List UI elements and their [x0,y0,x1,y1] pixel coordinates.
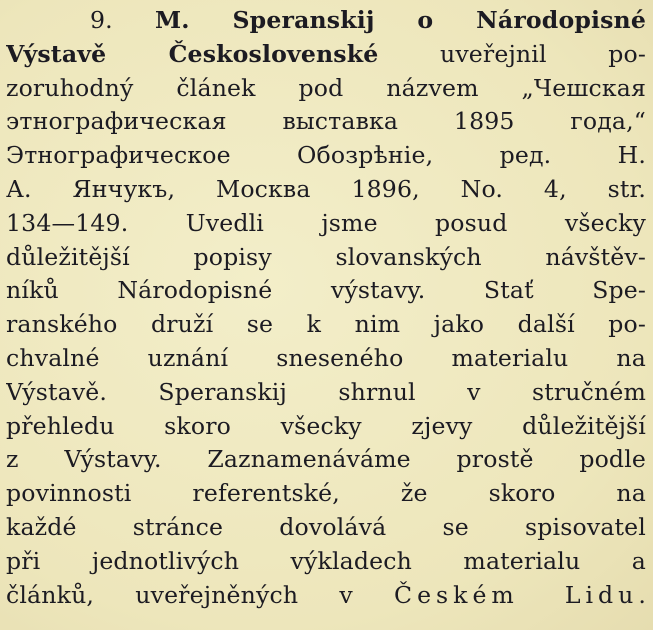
article-line: Этнографическое Обозрѣніе, ред. Н. [6,141,646,170]
article-author-title: M. Speranskij o Národopisné [154,6,646,34]
article-line: chvalné uznání sneseného materialu na [6,343,646,372]
article-line: Výstavě. Speranskij shrnul v stručném [6,377,646,406]
article-last-line [6,579,646,613]
article-text [6,4,646,612]
article-line: z Výstavy. Zaznamenáváme prostě podle [6,445,646,474]
article-line: důležitější popisy slovanských návštěv- [6,242,646,271]
article-line: этнографическая выставка 1895 года,“ [6,107,646,136]
journal-name-spaced: Českém Lidu [394,580,639,609]
item-number: 9. [90,6,113,34]
article-heading-line [6,4,646,38]
article-line-text: článků, uveřejněných v [6,580,395,609]
article-line: při jednotlivých výkladech materialu a [6,546,646,575]
article-line: níků Národopisné výstavy. Stať Spe- [6,276,646,305]
article-line: 134—149. Uvedli jsme posud všecky [6,208,646,237]
article-line: každé stránce dovolává se spisovatel [6,512,646,541]
article-line: А. Янчукъ, Москва 1896, No. 4, str. [6,174,646,203]
article-line: zoruhodný článek pod názvem „Чешская [6,73,646,102]
article-line: povinnosti referentské, že skoro na [6,479,646,508]
article-line-text: uveřejnil po- [378,39,646,68]
article-line [6,38,646,72]
article-line: přehledu skoro všecky zjevy důležitější [6,411,646,440]
sentence-end: . [638,580,646,609]
article-line: ranského druží se k nim jako další po- [6,310,646,339]
article-title-continued: Výstavě Československé [6,39,379,68]
